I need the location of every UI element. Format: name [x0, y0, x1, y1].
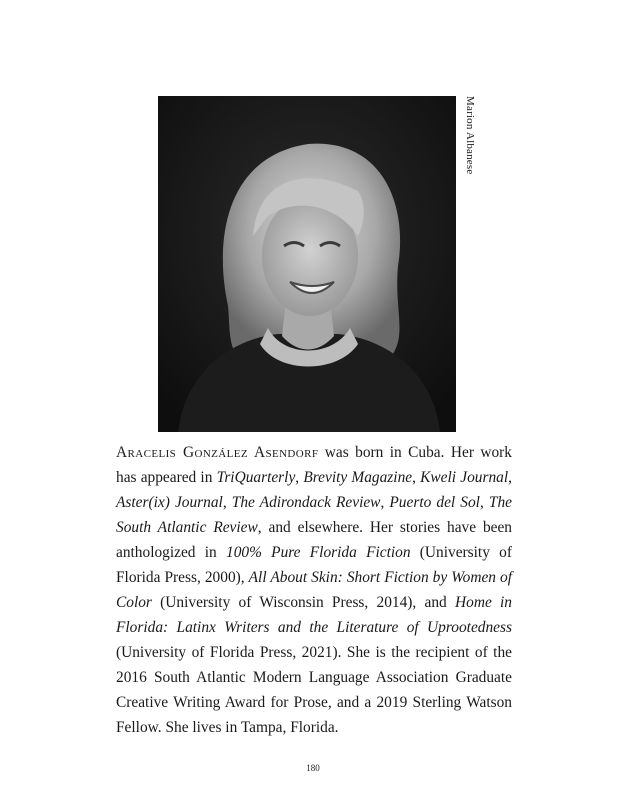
bio-text: (University of Florida Press, 2000), — [116, 544, 512, 586]
author-photo — [158, 96, 456, 432]
bio-text: , — [479, 494, 489, 511]
photo-credit-text: Marion Albanese — [464, 96, 476, 175]
book-title: All About Skin: Short Fiction by Women of Color — [116, 569, 512, 611]
bio-text: , — [380, 494, 390, 511]
book-title: Home in Florida: Latinx Writers and the Literature of Uprootedness — [116, 594, 512, 636]
author-bio — [116, 440, 512, 740]
book-title: 100% Pure Florida Fiction — [226, 544, 411, 561]
publication-title: Brevity Magazine — [303, 469, 413, 486]
bio-text: (University of Wisconsin Press, 2014), and — [151, 594, 456, 611]
publication-title: The Adirondack Review — [231, 494, 381, 511]
bio-text: was born in Cuba. Her work has appeared in — [116, 444, 512, 486]
publication-title: The South Atlantic Review — [116, 494, 512, 536]
publication-title: Aster(ix) Journal — [116, 494, 223, 511]
publication-title: Puerto del Sol — [389, 494, 480, 511]
bio-text: , — [222, 494, 232, 511]
bio-text: (University of Florida Press, 2021). She is the recipient of the 2016 South Atlantic Modern Language Association Graduate Creative Writing Award for Prose, and a 2019 Sterling Watson Fellow. She lives in Tampa, Florida. — [116, 644, 512, 736]
bio-text: , — [508, 469, 512, 486]
publication-title: Kweli Journal — [420, 469, 509, 486]
photo-credit — [444, 96, 484, 192]
bio-text: , and elsewhere. Her stories have been anthologized in — [116, 519, 513, 561]
bio-text: , — [412, 469, 421, 486]
author-name: Aracelis González Asendorf — [116, 444, 319, 461]
bio-text: , — [295, 469, 304, 486]
author-portrait-image — [158, 96, 456, 432]
publication-title: TriQuarterly — [216, 469, 296, 486]
page-number: 180 — [306, 763, 320, 773]
